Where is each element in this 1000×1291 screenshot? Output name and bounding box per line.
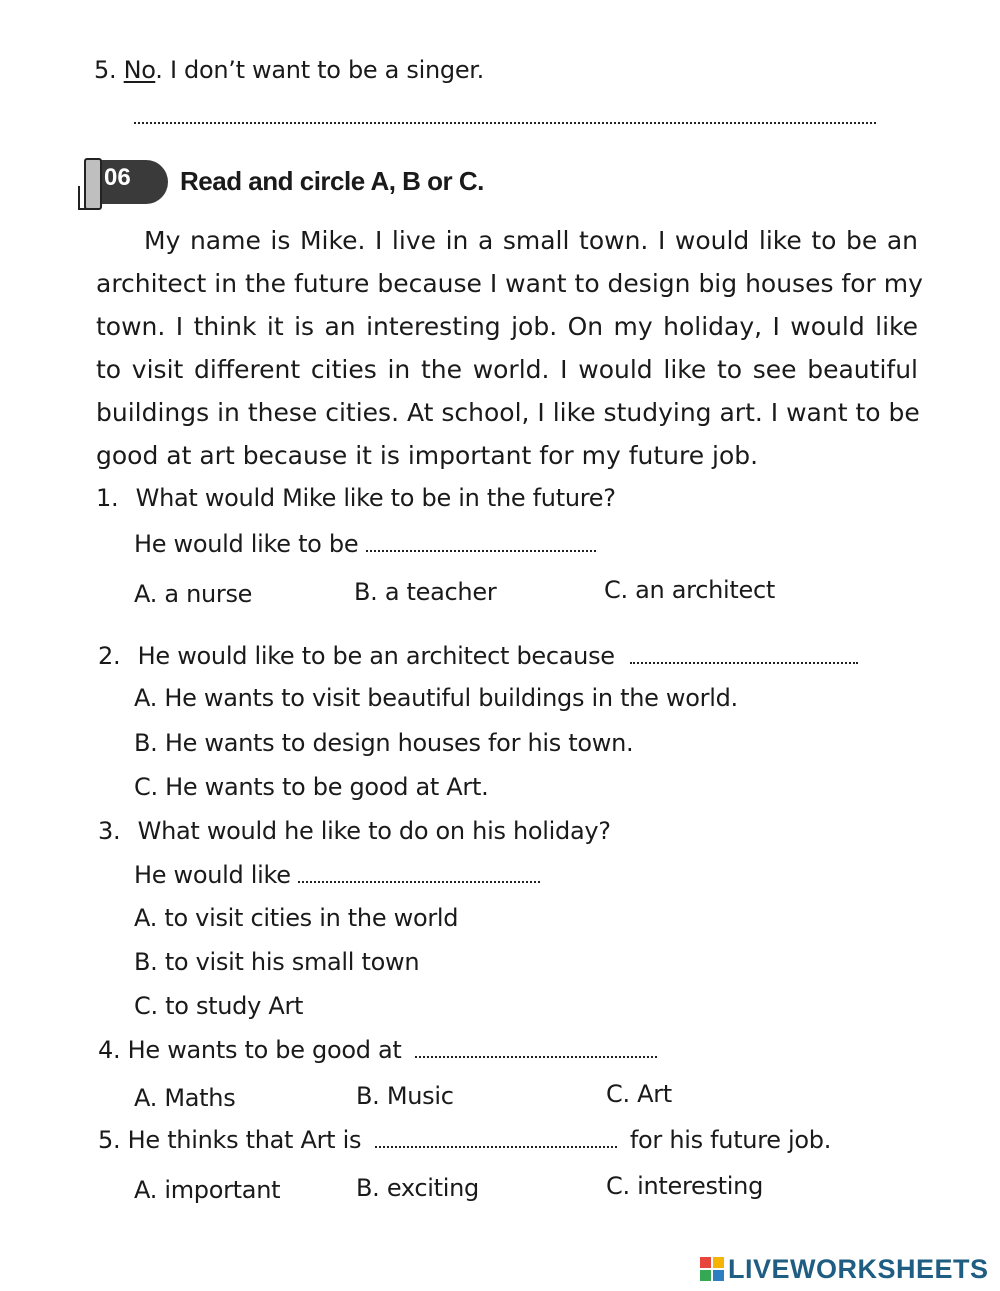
question-2 [98, 642, 858, 670]
prev-item-answer-line[interactable] [134, 102, 876, 130]
q5-answer-blank[interactable] [375, 1128, 617, 1148]
prev-item-text: . I don’t want to be a singer. [155, 56, 484, 84]
question-1 [96, 484, 616, 512]
passage-line: buildings in these cities. At school, I like studying art. I want to be [96, 398, 920, 427]
q1-number: 1. [96, 484, 119, 512]
question-5 [98, 1126, 831, 1154]
passage-line: to visit different cities in the world. I would like to see beautiful [96, 355, 918, 384]
q3-stem-text: He would like [134, 861, 291, 889]
q1-answer-blank[interactable] [366, 532, 596, 552]
q5-stem: He thinks that Art is [127, 1126, 362, 1154]
q3-answer-blank[interactable] [298, 863, 540, 883]
q3-option-b[interactable]: B. to visit his small town [134, 948, 420, 976]
exercise-heading: Read and circle A, B or C. [180, 166, 484, 196]
q5-tail: for his future job. [629, 1126, 832, 1154]
q3-number: 3. [98, 817, 121, 845]
q3-option-a[interactable]: A. to visit cities in the world [134, 904, 459, 932]
q2-option-b[interactable]: B. He wants to design houses for his town. [134, 729, 634, 757]
q2-option-c[interactable]: C. He wants to be good at Art. [134, 773, 489, 801]
prev-item-answer: No [123, 56, 156, 84]
q2-number: 2. [98, 642, 121, 670]
question-3 [98, 817, 611, 845]
passage-line: My name is Mike. I live in a small town. I would like to be an [144, 226, 918, 255]
passage-line: architect in the future because I want to design big houses for my [96, 269, 923, 298]
q4-answer-blank[interactable] [415, 1038, 657, 1058]
q1-option-c[interactable]: C. an architect [604, 576, 775, 604]
q4-stem: He wants to be good at [127, 1036, 402, 1064]
q1-question: What would Mike like to be in the future? [135, 484, 616, 512]
q3-option-c[interactable]: C. to study Art [134, 992, 304, 1020]
q4-option-c[interactable]: C. Art [606, 1080, 672, 1108]
passage-line: town. I think it is an interesting job. On my holiday, I would like [96, 312, 918, 341]
brand-name: LIVEWORKSHEETS [728, 1253, 989, 1284]
q1-option-a[interactable]: A. a nurse [134, 580, 253, 608]
prev-item-number: 5. [94, 56, 117, 84]
exercise-number: 06 [104, 164, 131, 191]
q2-stem: He would like to be an architect because [137, 642, 615, 670]
q1-stem-text: He would like to be [134, 530, 359, 558]
logo-grid-icon [700, 1257, 724, 1281]
q4-option-a[interactable]: A. Maths [134, 1084, 236, 1112]
q1-stem [134, 530, 596, 558]
q4-number: 4. [98, 1036, 121, 1064]
passage-line: good at art because it is important for my future job. [96, 441, 759, 470]
q5-number: 5. [98, 1126, 121, 1154]
question-4 [98, 1036, 657, 1064]
q5-option-a[interactable]: A. important [134, 1176, 281, 1204]
exercise-badge [78, 158, 170, 210]
prev-item [94, 56, 484, 84]
q5-option-c[interactable]: C. interesting [606, 1172, 764, 1200]
q5-option-b[interactable]: B. exciting [356, 1174, 479, 1202]
q2-option-a[interactable]: A. He wants to visit beautiful buildings in the world. [134, 684, 738, 712]
q3-question: What would he like to do on his holiday? [137, 817, 611, 845]
q2-answer-blank[interactable] [630, 644, 858, 664]
q3-stem [134, 861, 540, 889]
liveworksheets-logo [700, 1252, 989, 1286]
q1-option-b[interactable]: B. a teacher [354, 578, 497, 606]
q4-option-b[interactable]: B. Music [356, 1082, 454, 1110]
